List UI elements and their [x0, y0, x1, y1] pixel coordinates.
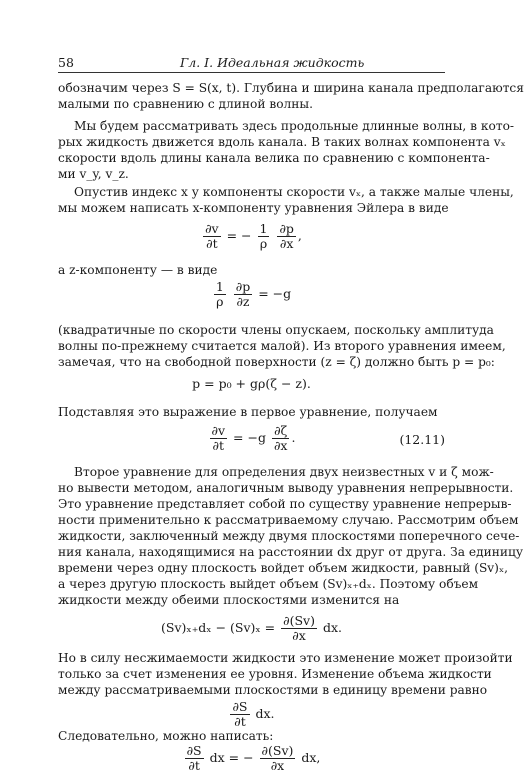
equation-euler-x: $\frac{\partial v}{\partial t}$ = − $\frac{1}{\rho}$ $\frac{\partial p}{\partial x}$ ,: [205, 221, 302, 251]
equation-12-11: $\frac{\partial v}{\partial t}$ = −g $\frac{\partial\zeta}{\partial x}$ . (12.11): [211, 423, 445, 453]
running-header: [58, 55, 438, 71]
paragraph-5: [58, 322, 506, 370]
text-line: малыми по сравнению с длиной волны.: [58, 97, 313, 111]
paragraph-3: [58, 184, 514, 216]
text-line: Следовательно, можно написать:: [58, 729, 274, 743]
equation-volume-change: (Sv)ₓ₊dₓ − (Sv)ₓ = $\frac{\partial(Sv)}{\partial x}$ dx.: [161, 613, 342, 643]
text-line: рых жидкость движется вдоль канала. В таких волнах компонента vₓ: [58, 135, 506, 149]
text-line: а через другую плоскость выйдет объем (Sv)ₓ₊dₓ. Поэтому объем: [58, 577, 479, 591]
text-line: между рассматриваемыми плоскостями в единицу времени равно: [58, 683, 488, 697]
text-line: Опустив индекс x у компоненты скорости vₓ, а также малые члены,: [74, 185, 514, 199]
text-line: (квадратичные по скорости члены опускаем, поскольку амплитуда: [58, 323, 494, 337]
equation-continuity: $\frac{\partial S}{\partial t}$ dx = − $\frac{\partial(Sv)}{\partial x}$ dx,: [186, 743, 321, 773]
text-line: но вывести методом, аналогичным выводу уравнения непрерывности.: [58, 481, 514, 495]
text-line: волны по-прежнему считается малой). Из второго уравнения имеем,: [58, 339, 506, 353]
text-line: жидкости между обеими плоскостями изменится на: [58, 593, 400, 607]
equation-number: (12.11): [399, 432, 445, 447]
paragraph-1: [58, 80, 524, 112]
header-rule: [58, 72, 445, 73]
text-line: только за счет изменения ее уровня. Изменение объема жидкости: [58, 667, 492, 681]
running-title: Гл. I. Идеальная жидкость: [180, 55, 365, 70]
page-number: 58: [58, 55, 74, 70]
text-line: замечая, что на свободной поверхности (z = ζ) должно быть p = p₀:: [58, 355, 495, 369]
text-line: времени через одну плоскость войдет объем жидкости, равный (Sv)ₓ,: [58, 561, 508, 575]
text-line: обозначим через S = S(x, t). Глубина и ширина канала предполагаются: [58, 81, 524, 95]
text-line: ния канала, находящимися на расстоянии dx друг от друга. За единицу: [58, 545, 524, 559]
text-line: жидкости, заключенный между двумя плоскостями поперечного сече-: [58, 529, 520, 543]
text-line: а z-компоненту — в виде: [58, 263, 218, 277]
text-line: ми v_y, v_z.: [58, 167, 129, 181]
paragraph-4: [58, 262, 445, 278]
text-line: ности применительно к рассматриваемому случаю. Рассмотрим объем: [58, 513, 519, 527]
text-line: Мы будем рассматривать здесь продольные длинные волны, в кото-: [74, 119, 515, 133]
text-line: мы можем написать x-компоненту уравнения Эйлера в виде: [58, 201, 449, 215]
text-line: Но в силу несжимаемости жидкости это изменение может произойти: [58, 651, 513, 665]
text-line: Подставляя это выражение в первое уравнение, получаем: [58, 405, 438, 419]
equation-pressure: p = p₀ + gρ(ζ − z).: [192, 376, 311, 391]
paragraph-7: [58, 464, 524, 608]
paragraph-2: [58, 118, 515, 182]
text-line: скорости вдоль длины канала велика по сравнению с компонента-: [58, 151, 490, 165]
paragraph-8: [58, 650, 513, 698]
paragraph-9: [58, 728, 445, 744]
text-line: Это уравнение представляет собой по существу уравнение непрерыв-: [58, 497, 512, 511]
paragraph-6: [58, 404, 445, 420]
equation-euler-z: $\frac{1}{\rho}$ $\frac{\partial p}{\partial z}$ = −g: [215, 279, 292, 309]
text-line: Второе уравнение для определения двух неизвестных v и ζ мож-: [74, 465, 494, 479]
equation-level-change: $\frac{\partial S}{\partial t}$ dx.: [232, 699, 275, 729]
